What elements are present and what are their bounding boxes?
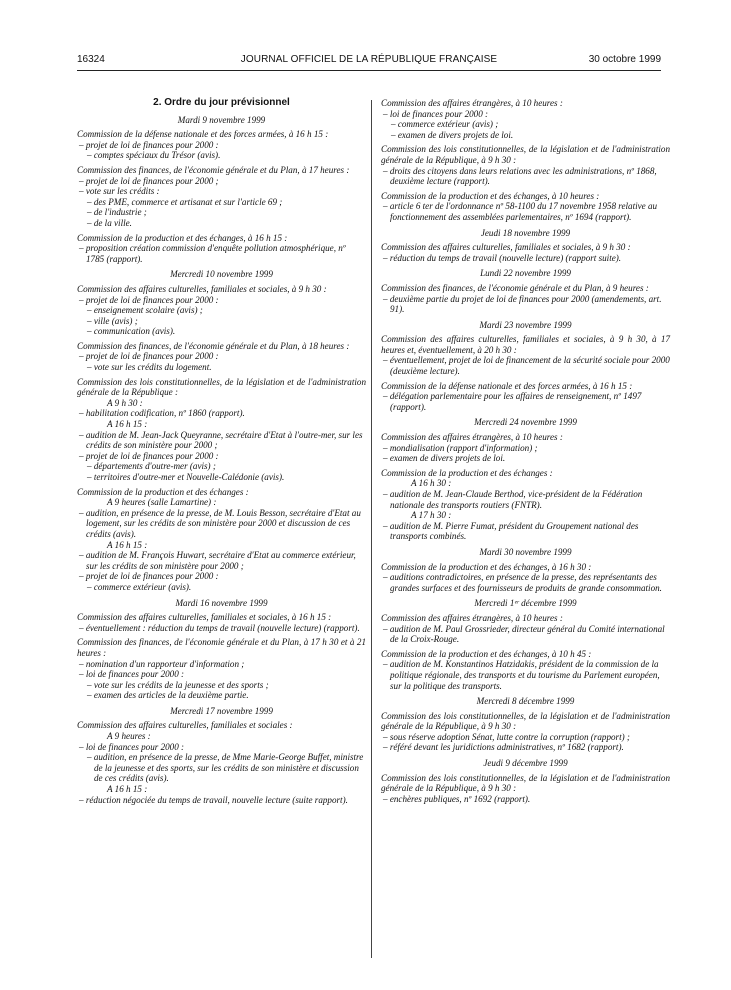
agenda-item: – examen de divers projets de loi. [383, 453, 506, 464]
page-header [77, 54, 661, 68]
agenda-item: – proposition création commission d'enquête pollution atmosphérique, nº 1785 (rapport). [79, 243, 346, 264]
session-time: A 9 heures : [107, 731, 151, 742]
day-heading: Lundi 22 novembre 1999 [480, 268, 571, 279]
agenda-item: – audition de M. Jean-Claude Berthod, vice-président de la Fédération nationale des transports routiers (FNTR). [383, 489, 643, 510]
agenda-item: – territoires d'outre-mer et Nouvelle-Calédonie (avis). [87, 472, 285, 482]
agenda-item: – examen des articles de la deuxième partie. [87, 690, 249, 701]
agenda-item: – réduction du temps de travail (nouvelle lecture) (rapport suite). [383, 252, 622, 263]
right-column [381, 98, 670, 808]
agenda-item: – éventuellement, projet de loi de financement de la sécurité sociale pour 2000 (deuxième lecture). [383, 355, 670, 377]
left-column [77, 98, 366, 809]
commission-entry [77, 612, 366, 633]
commission-entry [381, 191, 670, 223]
day-heading: Mardi 16 novembre 1999 [175, 597, 268, 608]
commission-entry [381, 562, 670, 594]
day-heading: Jeudi 18 novembre 1999 [480, 227, 571, 238]
commission-entry [77, 165, 366, 229]
agenda-item: – de l'industrie ; [87, 207, 147, 218]
commission-heading: Commission des lois constitutionnelles, de la législation et de l'administration générale de la République : [77, 376, 366, 398]
journal-title: JOURNAL OFFICIEL DE LA RÉPUBLIQUE FRANÇAISE [240, 54, 498, 65]
commission-heading: Commission des affaires étrangères, à 10 heures : [381, 612, 563, 623]
session-time: A 16 h 15 : [107, 784, 148, 795]
commission-heading: Commission des finances, de l'économie générale et du Plan, à 9 heures : [381, 282, 649, 293]
commission-heading: Commission des lois constitutionnelles, de la législation et de l'administration générale de la République, à 9 h 30 : [381, 772, 670, 794]
agenda-item: – comptes spéciaux du Trésor (avis). [87, 150, 221, 161]
day-heading: Mardi 30 novembre 1999 [479, 546, 572, 557]
session-time: A 9 heures (salle Lamartine) : [107, 497, 217, 508]
commission-heading: Commission des affaires culturelles, familiales et sociales, à 16 h 15 : [77, 612, 332, 623]
commission-heading: Commission des affaires culturelles, familiales et sociales : [77, 720, 293, 731]
commission-heading: Commission de la production et des échanges : [77, 486, 249, 497]
day-heading: Mercredi 8 décembre 1999 [476, 696, 575, 707]
agenda-item: – examen de divers projets de loi. [391, 129, 514, 140]
commission-entry [77, 233, 366, 265]
day-heading: Mercredi 10 novembre 1999 [170, 269, 273, 280]
header-rule [77, 70, 661, 71]
commission-entry [77, 284, 366, 337]
agenda-item: – projet de loi de finances pour 2000 : [79, 139, 219, 150]
agenda-item: – audition, en présence de la presse, de M. Louis Besson, secrétaire d'Etat au logement, sur les crédits de son ministère pour 2000 et discussion de ces crédits (avis). [79, 507, 361, 539]
agenda-item: – projet de loi de finances pour 2000 : [79, 294, 219, 305]
session-time: A 17 h 30 : [411, 510, 452, 521]
session-time: A 16 h 15 : [107, 539, 148, 550]
agenda-item: – auditions contradictoires, en présence de la presse, des représentants des grandes surfaces et des fournisseurs de produits de grande consommation. [383, 572, 662, 593]
commission-entry [381, 98, 670, 140]
agenda-item: – projet de loi de finances pour 2000 : [79, 450, 219, 461]
commission-heading: Commission de la production et des échanges, à 16 h 30 : [381, 561, 592, 572]
commission-heading: Commission des finances, de l'économie générale et du Plan, à 17 heures : [77, 164, 350, 175]
agenda-item: – loi de finances pour 2000 : [383, 108, 489, 119]
commission-entry [77, 377, 366, 483]
agenda-item: – loi de finances pour 2000 : [79, 669, 185, 680]
agenda-item: – droits des citoyens dans leurs relations avec les administrations, nº 1868, deuxième lecture (rapport). [383, 165, 657, 187]
agenda-item: – commerce extérieur (avis) ; [391, 119, 499, 130]
day-heading: Mercredi 1ᵉʳ décembre 1999 [474, 598, 577, 609]
commission-heading: Commission de la défense nationale et des forces armées, à 16 h 15 : [77, 129, 329, 140]
commission-entry [77, 487, 366, 593]
agenda-item: – réduction négociée du temps de travail, nouvelle lecture (suite rapport). [79, 794, 348, 805]
agenda-item: – audition de M. Jean-Jack Queyranne, secrétaire d'Etat à l'outre-mer, sur les crédits de son ministère pour 2000 ; [79, 429, 363, 451]
agenda-item: – ville (avis) ; [87, 315, 138, 326]
day-heading: Mardi 23 novembre 1999 [479, 319, 572, 330]
commission-entry [381, 711, 670, 753]
agenda-item: – audition de M. François Huwart, secrétaire d'Etat au commerce extérieur, sur les crédits de son ministère pour 2000 ; [79, 550, 356, 571]
commission-heading: Commission de la défense nationale et des forces armées, à 16 h 15 : [381, 380, 633, 391]
agenda-item: – des PME, commerce et artisanat et sur l'article 69 ; [87, 196, 283, 207]
agenda-item: – sous réserve adoption Sénat, lutte contre la corruption (rapport) ; [383, 731, 630, 742]
agenda-item: – vote sur les crédits de la jeunesse et des sports ; [87, 679, 269, 690]
commission-heading: Commission des affaires culturelles, familiales et sociales, à 9 h 30, à 17 heures et, éventuellement, à 20 h 30 : [381, 334, 670, 355]
agenda-item: – audition de M. Pierre Fumat, président du Groupement national des transports combinés. [383, 520, 639, 542]
commission-entry [381, 242, 670, 263]
session-time: A 16 h 30 : [411, 478, 452, 489]
commission-entry [381, 381, 670, 413]
day-heading: Jeudi 9 décembre 1999 [483, 758, 568, 769]
agenda-item: – loi de finances pour 2000 : [79, 741, 185, 752]
agenda-item: – projet de loi de finances pour 2000 : [79, 351, 219, 362]
agenda-item: – projet de loi de finances pour 2000 ; [79, 175, 219, 186]
commission-entry [381, 468, 670, 542]
commission-heading: Commission de la production et des échanges, à 10 h 45 : [381, 648, 592, 659]
commission-entry [381, 432, 670, 464]
commission-heading: Commission de la production et des échanges : [381, 467, 553, 478]
commission-entry [381, 773, 670, 805]
commission-heading: Commission de la production et des échanges, à 10 heures : [381, 190, 600, 201]
section-title: 2. Ordre du jour prévisionnel [153, 97, 290, 108]
agenda-item: – vote sur les crédits du logement. [87, 362, 212, 373]
day-heading: Mercredi 17 novembre 1999 [170, 705, 273, 716]
commission-heading: Commission des finances, de l'économie générale et du Plan, à 17 h 30 et à 21 heures : [77, 637, 366, 658]
agenda-item: – enchères publiques, nº 1692 (rapport). [383, 793, 531, 804]
agenda-item: – nomination d'un rapporteur d'information ; [79, 658, 245, 669]
agenda-item: – audition, en présence de la presse, de Mme Marie-George Buffet, ministre de la jeunesse et des sports, sur les crédits de son ministère et discussion de ces crédits (avis). [87, 752, 364, 784]
commission-entry [77, 720, 366, 805]
agenda-item: – communication (avis). [87, 326, 176, 337]
commission-entry [77, 637, 366, 701]
agenda-item: – commerce extérieur (avis). [87, 581, 192, 592]
agenda-item: – audition de M. Paul Grossrieder, directeur général du Comité international de la Croix-Rouge. [383, 623, 665, 645]
commission-heading: Commission des affaires étrangères, à 10 heures : [381, 98, 563, 108]
commission-heading: Commission des lois constitutionnelles, de la législation et de l'administration générale de la République, à 9 h 30 : [381, 144, 670, 165]
agenda-item: – vote sur les crédits : [79, 186, 160, 197]
agenda-item: – projet de loi de finances pour 2000 : [79, 571, 219, 582]
commission-entry [381, 144, 670, 186]
agenda-item: – délégation parlementaire pour les affaires de renseignement, nº 1497 (rapport). [383, 391, 642, 412]
commission-heading: Commission des finances, de l'économie générale et du Plan, à 18 heures : [77, 340, 350, 351]
commission-entry [77, 341, 366, 373]
commission-entry [381, 283, 670, 315]
commission-entry [381, 613, 670, 645]
commission-heading: Commission des affaires culturelles, familiales et sociales, à 9 h 30 : [381, 242, 631, 253]
agenda-item: – mondialisation (rapport d'information) ; [383, 442, 538, 453]
day-heading: Mardi 9 novembre 1999 [177, 114, 266, 125]
agenda-item: – éventuellement : réduction du temps de travail (nouvelle lecture) (rapport). [79, 622, 360, 633]
agenda-item: – de la ville. [87, 217, 132, 228]
column-divider [371, 100, 372, 958]
commission-heading: Commission des affaires étrangères, à 10 heures : [381, 432, 563, 443]
agenda-item: – habilitation codification, nº 1860 (rapport). [79, 408, 245, 419]
issue-date: 30 octobre 1999 [588, 54, 661, 65]
agenda-item: – article 6 ter de l'ordonnance nº 58-1100 du 17 novembre 1958 relative au fonctionnement des assemblées parlementaires, nº 1694 (rapport). [383, 201, 658, 222]
agenda-item: – enseignement scolaire (avis) ; [87, 305, 203, 316]
day-heading: Mercredi 24 novembre 1999 [474, 417, 577, 428]
commission-entry [381, 334, 670, 376]
commission-entry [77, 129, 366, 161]
commission-entry [381, 649, 670, 691]
agenda-item: – audition de M. Konstantinos Hatzidakis, président de la commission de la politique régionale, des transports et du tourisme du Parlement européen, sur la politique des transports. [383, 659, 660, 691]
agenda-item: – deuxième partie du projet de loi de finances pour 2000 (amendements, art. 91). [383, 293, 662, 315]
page-number: 16324 [77, 54, 105, 65]
session-time: A 16 h 15 : [107, 419, 148, 430]
agenda-item: – référé devant les juridictions administratives, nº 1682 (rapport). [383, 742, 624, 753]
commission-heading: Commission des affaires culturelles, familiales et sociales, à 9 h 30 : [77, 283, 327, 294]
commission-heading: Commission des lois constitutionnelles, de la législation et de l'administration générale de la République, à 9 h 30 : [381, 710, 670, 732]
commission-heading: Commission de la production et des échanges, à 16 h 15 : [77, 232, 288, 243]
session-time: A 9 h 30 : [107, 397, 143, 408]
agenda-item: – départements d'outre-mer (avis) ; [87, 461, 216, 472]
